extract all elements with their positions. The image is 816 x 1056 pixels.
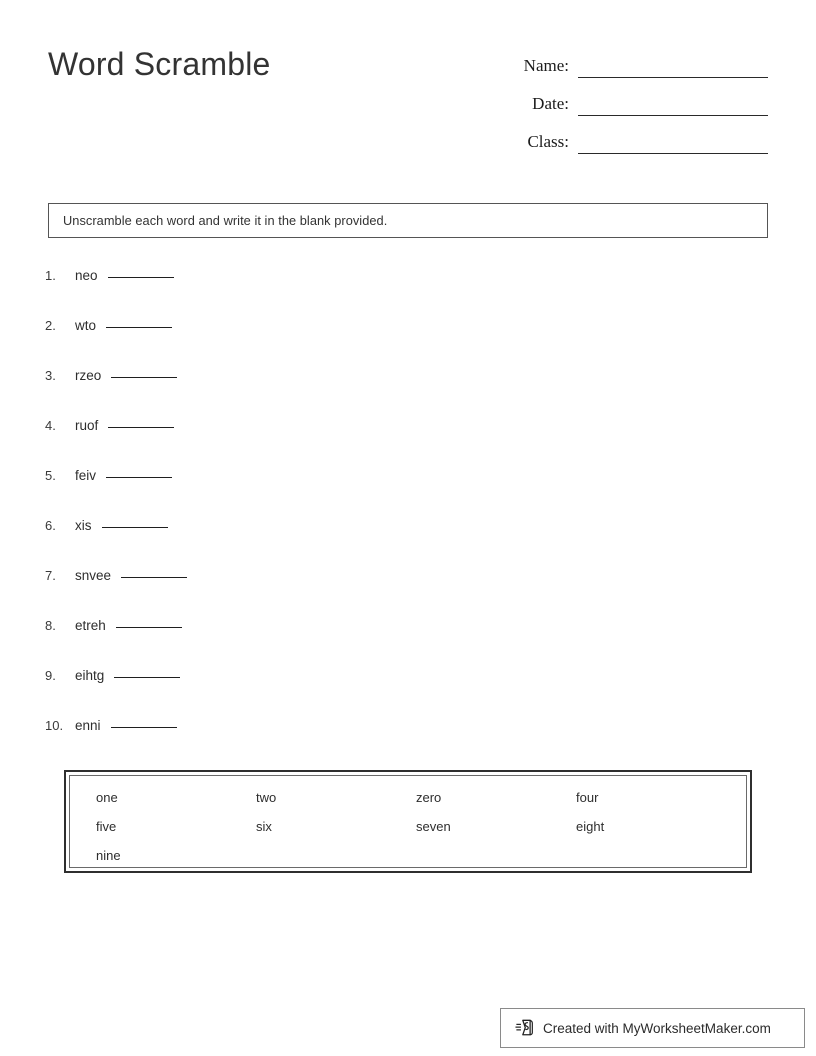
footer-badge[interactable] <box>500 1008 805 1048</box>
instructions-text: Unscramble each word and write it in the blank provided. <box>63 213 388 228</box>
scrambled-word: xis <box>75 518 92 533</box>
problem-number: 5. <box>45 468 56 483</box>
student-info-fields <box>468 40 768 154</box>
date-field-row <box>468 78 768 116</box>
problem-number: 2. <box>45 318 56 333</box>
answer-blank[interactable] <box>108 277 174 278</box>
answer-blank[interactable] <box>106 477 172 478</box>
word-bank-word: zero <box>416 790 442 805</box>
name-field-row <box>468 40 768 78</box>
footer-text: Created with MyWorksheetMaker.com <box>543 1020 771 1036</box>
scrambled-word: wto <box>75 318 97 333</box>
class-field-input[interactable] <box>578 131 768 154</box>
word-bank-word: five <box>96 819 117 834</box>
class-field-row <box>468 116 768 154</box>
problem-item <box>45 668 745 718</box>
problem-number: 6. <box>45 518 56 533</box>
problem-item <box>45 418 745 468</box>
answer-blank[interactable] <box>106 327 172 328</box>
problem-number: 10. <box>45 718 64 733</box>
instructions-box <box>48 203 768 238</box>
word-bank-word: two <box>256 790 277 805</box>
problem-number: 7. <box>45 568 56 583</box>
page-title: Word Scramble <box>48 46 271 82</box>
word-bank-row <box>96 848 746 877</box>
name-field-input[interactable] <box>578 55 768 78</box>
answer-blank[interactable] <box>121 577 187 578</box>
class-field-label: Class: <box>527 132 569 151</box>
word-bank-word: one <box>96 790 118 805</box>
problem-item <box>45 468 745 518</box>
answer-blank[interactable] <box>102 527 168 528</box>
answer-blank[interactable] <box>111 727 177 728</box>
answer-blank[interactable] <box>108 427 174 428</box>
scrambled-word: ruof <box>75 418 99 433</box>
word-bank-inner <box>69 775 747 868</box>
date-field-input[interactable] <box>578 93 768 116</box>
problem-list <box>45 268 745 768</box>
word-bank <box>64 770 752 873</box>
answer-blank[interactable] <box>111 377 177 378</box>
word-bank-word: seven <box>416 819 451 834</box>
word-bank-word: eight <box>576 819 605 834</box>
word-bank-word: four <box>576 790 599 805</box>
problem-item <box>45 318 745 368</box>
scrambled-word: eihtg <box>75 668 105 683</box>
worksheet-header <box>48 40 768 165</box>
problem-number: 9. <box>45 668 56 683</box>
worksheet-maker-logo-icon <box>515 1017 537 1039</box>
word-bank-word: nine <box>96 848 121 863</box>
problem-number: 8. <box>45 618 56 633</box>
problem-item <box>45 268 745 318</box>
date-field-label: Date: <box>532 94 569 113</box>
problem-number: 1. <box>45 268 56 283</box>
problem-item <box>45 568 745 618</box>
problem-number: 3. <box>45 368 56 383</box>
scrambled-word: feiv <box>75 468 97 483</box>
word-bank-word: six <box>256 819 272 834</box>
problem-item <box>45 718 745 768</box>
problem-item <box>45 618 745 668</box>
word-bank-row <box>96 790 746 819</box>
answer-blank[interactable] <box>116 627 182 628</box>
problem-number: 4. <box>45 418 56 433</box>
word-bank-row <box>96 819 746 848</box>
problem-item <box>45 518 745 568</box>
problem-item <box>45 368 745 418</box>
scrambled-word: snvee <box>75 568 112 583</box>
answer-blank[interactable] <box>114 677 180 678</box>
name-field-label: Name: <box>523 56 569 75</box>
scrambled-word: etreh <box>75 618 106 633</box>
scrambled-word: rzeo <box>75 368 102 383</box>
scrambled-word: neo <box>75 268 98 283</box>
scrambled-word: enni <box>75 718 101 733</box>
